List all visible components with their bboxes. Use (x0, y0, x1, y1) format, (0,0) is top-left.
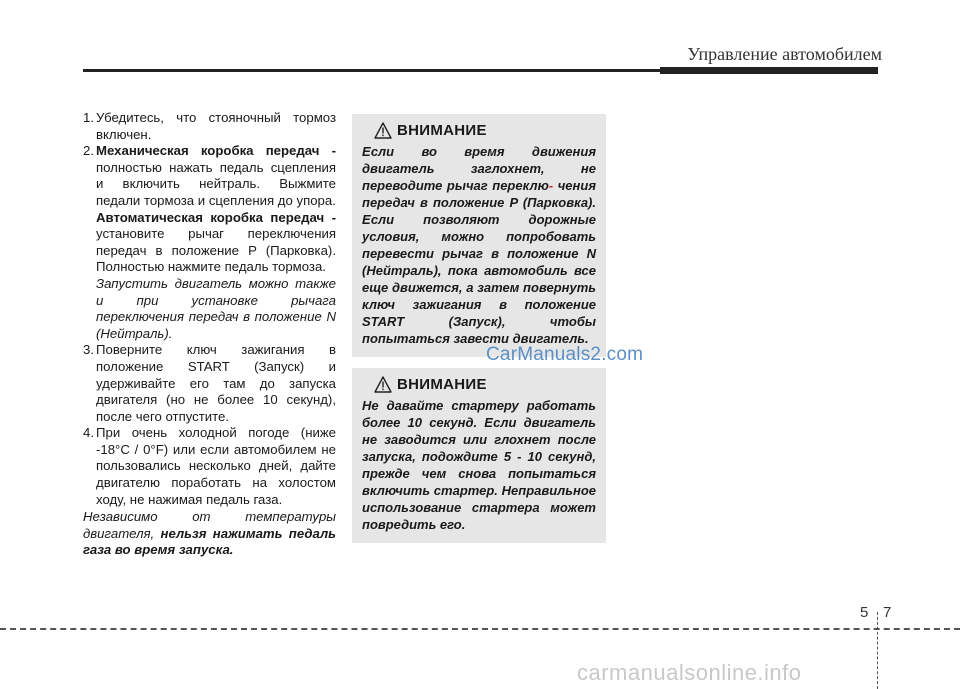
list-item-4 (83, 425, 336, 508)
auto-gearbox-label: Автоматическая коробка передач - (96, 209, 336, 225)
left-column (83, 110, 336, 559)
item-text: При очень холодной погоде (ниже -18°C / 0°F) или если автомобилем не пользовались несколько дней, дайте двигателю поработать на холостом ходу, не нажимая педаль газа. (96, 425, 336, 507)
item-number: 3. (83, 342, 94, 358)
list-item-1 (83, 110, 336, 143)
bottom-watermark: carmanualsonline.info (577, 660, 802, 685)
manual-gearbox-label: Механическая коробка передач - (96, 143, 336, 159)
warning-title: ВНИМАНИЕ (397, 122, 487, 139)
gas-pedal-note (83, 509, 336, 559)
warning-text-part-b: чения передач в положение P (Парковка). Если позволяют дорожные условия, можно попробовать перевести рычаг в положение N (Нейтраль), пока автомобиль все еще движется, а затем повернуть ключ зажигания в положение START (Запуск), чтобы попытаться завести двигатель. (362, 178, 596, 346)
warning-text-hyphen: - (548, 178, 554, 193)
auto-gearbox-text: установите рычаг переключения передач в положение P (Парковка). Полностью нажмите педаль тормоза. (96, 226, 336, 275)
list-item-3 (83, 342, 336, 425)
warning-text: Не давайте стартеру работать более 10 секунд. Если двигатель не заводится или глохнет после запуска, подождите 5 - 10 секунд, прежде чем снова попытаться включить стартер. Неправильное использование стартера может повредить его. (362, 398, 596, 532)
warning-box-1 (352, 114, 606, 357)
page-number: 7 (883, 604, 892, 621)
item-number: 4. (83, 425, 94, 441)
item-number: 1. (83, 110, 94, 125)
header-title: Управление автомобилем (687, 44, 882, 64)
warning-triangle-icon (374, 122, 392, 139)
watermark-carmanuals: CarManuals2.com (486, 344, 644, 365)
gas-pedal-note-italic: Независимо от температуры двигателя, (83, 509, 336, 541)
item-text: Поверните ключ зажигания в положение START (Запуск) и удерживайте его там до запуска двигателя (но не более 10 секунд), после чего отпустите. (96, 342, 336, 424)
warning-box-2 (352, 368, 606, 543)
warning-text-part-a: Если во время движения двигатель заглохнет, не переводите рычаг переклю (362, 144, 596, 193)
auto-gearbox-paragraph (96, 210, 336, 276)
item-text: Убедитесь, что стояночный тормоз включен. (96, 110, 336, 142)
neutral-start-note: Запустить двигатель можно также и при установке рычага переключения передач в положение N (Нейтраль). (96, 275, 336, 341)
warning-triangle-icon (374, 376, 392, 393)
warning-title: ВНИМАНИЕ (397, 376, 487, 393)
warning-header (374, 122, 596, 139)
item-text (96, 143, 336, 209)
item-number: 2. (83, 143, 94, 159)
header-rule-accent (660, 67, 878, 74)
gas-pedal-note-bold: нельзя нажимать педаль газа во время запуска. (83, 525, 336, 558)
list-item-2 (83, 143, 336, 209)
manual-gearbox-text: полностью нажать педаль сцепления и включить нейтраль. Выжмите педали тормоза и сцепления до упора. (96, 159, 336, 208)
warning-header (374, 376, 596, 393)
footer-vertical-divider (877, 612, 878, 689)
page-section-number: 5 (860, 604, 869, 621)
footer-dashed-line (0, 628, 960, 630)
warning-text (362, 143, 596, 347)
